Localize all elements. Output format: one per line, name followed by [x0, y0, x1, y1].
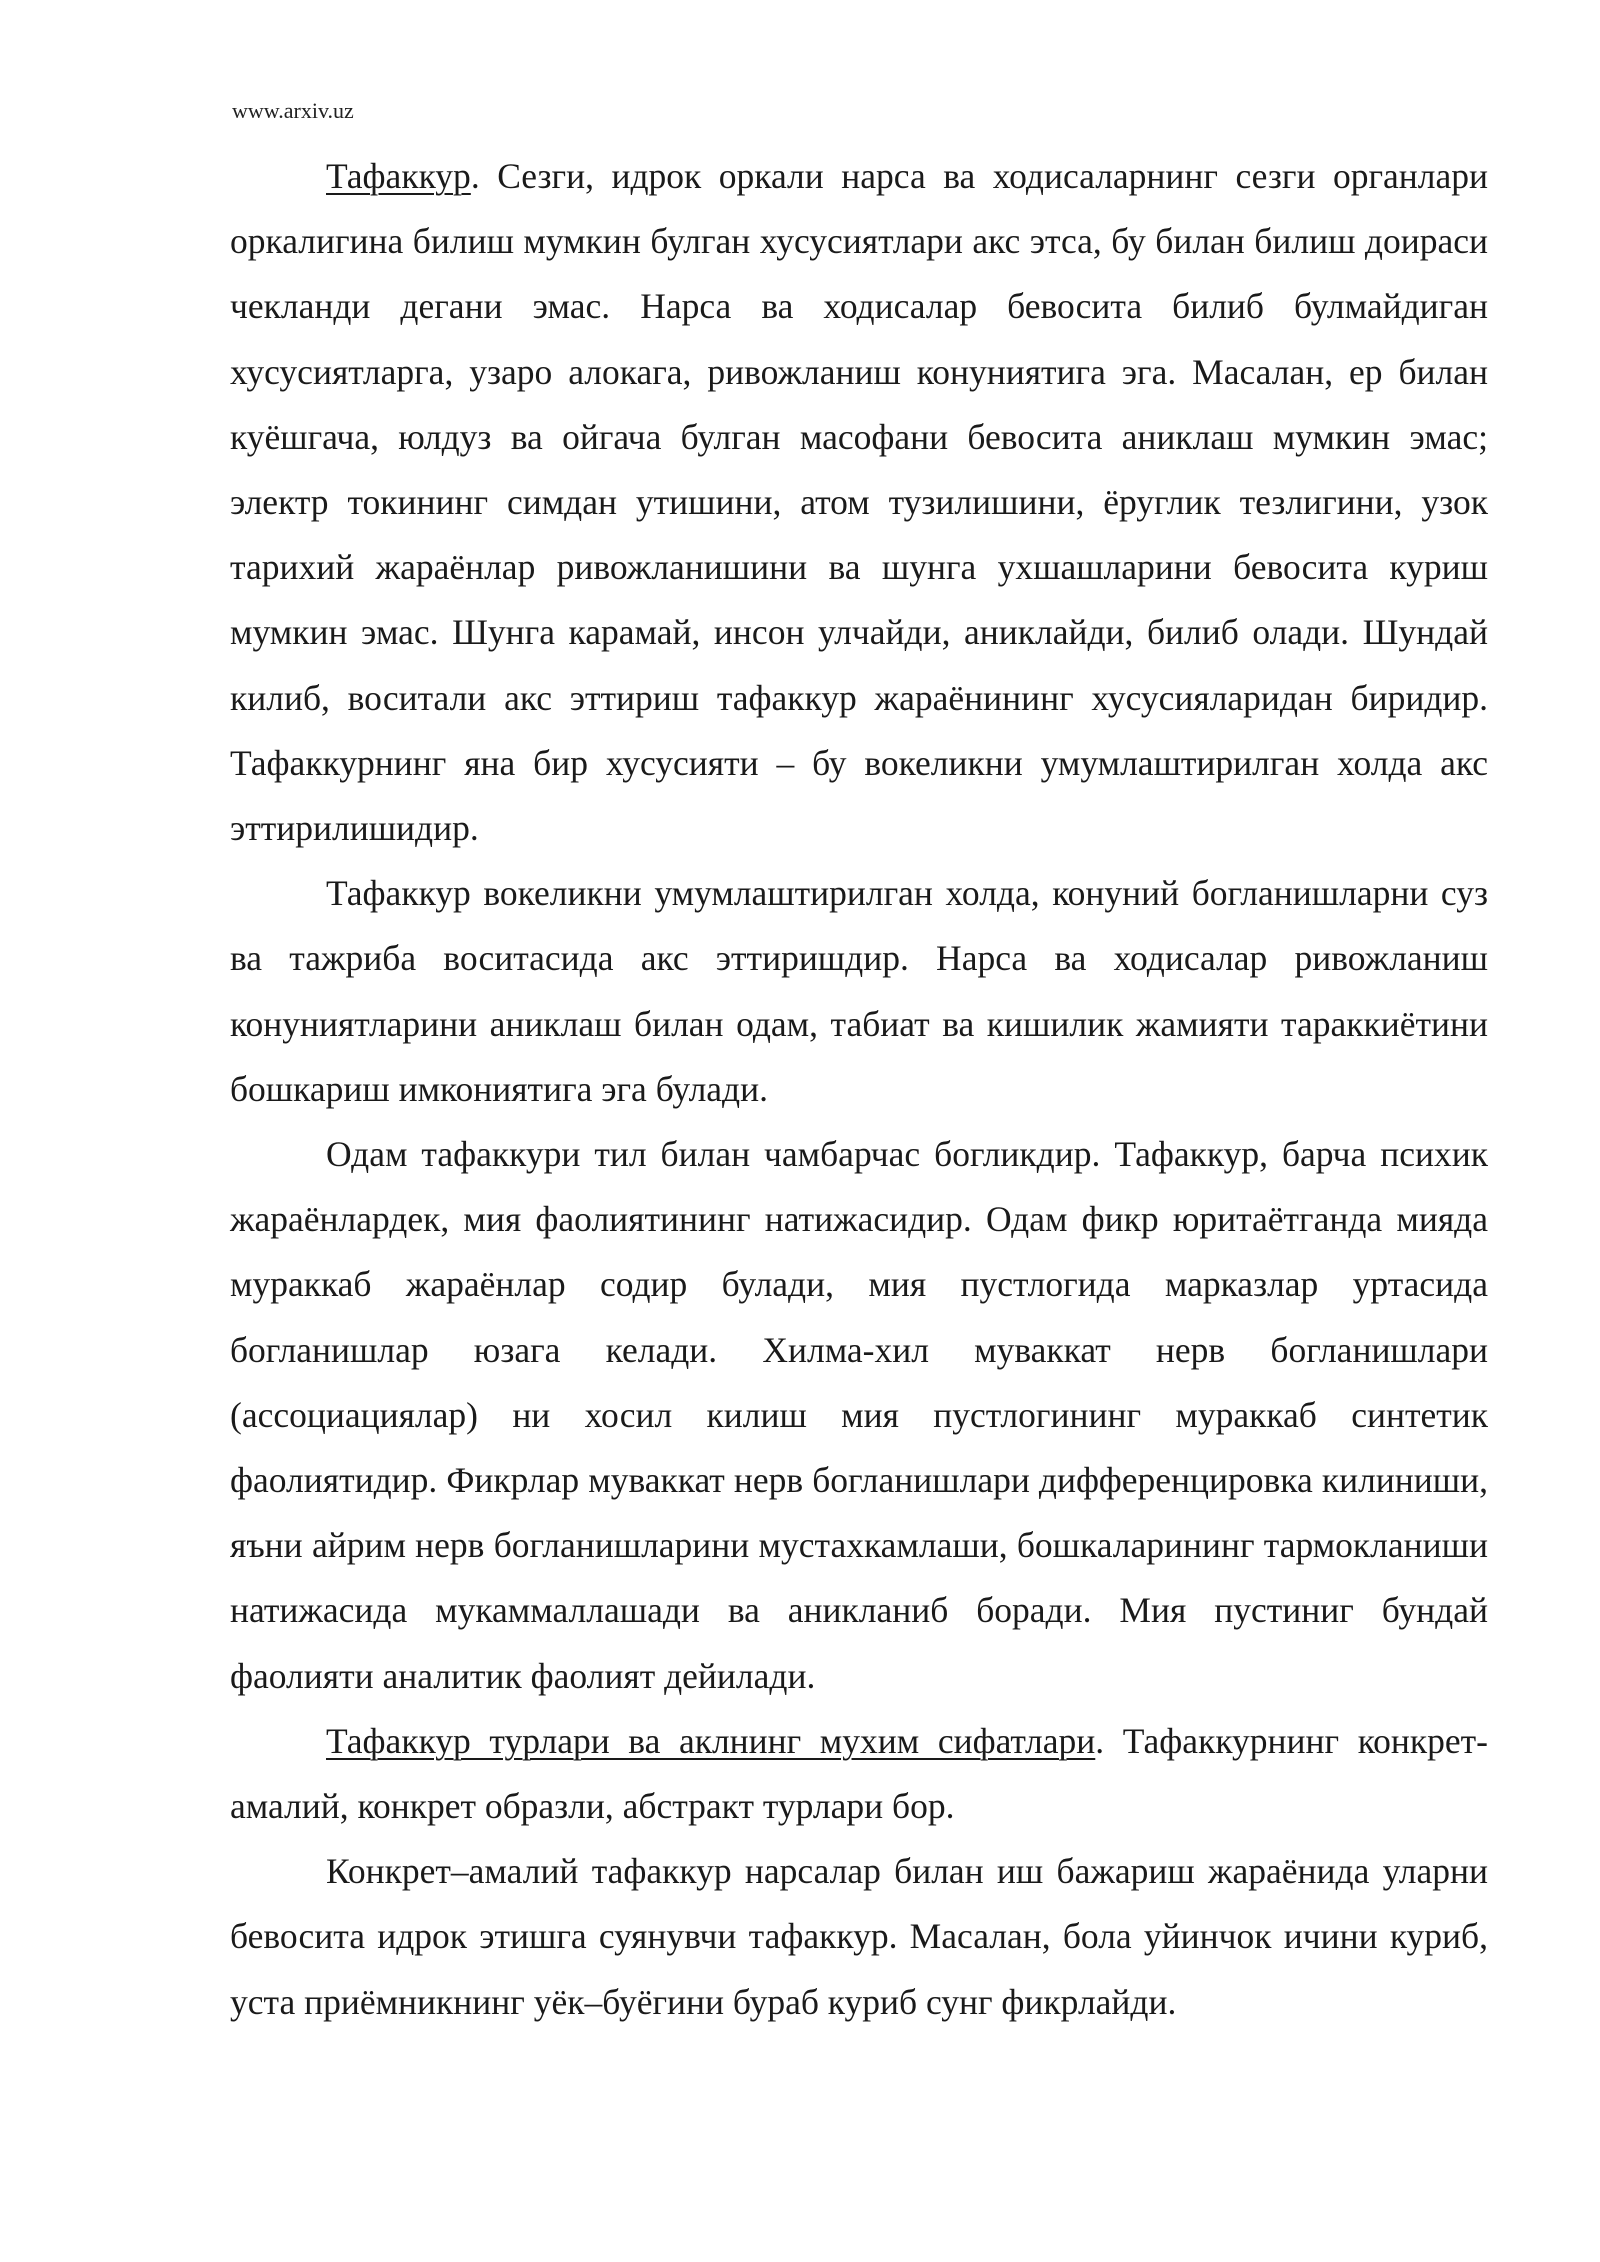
document-body: [230, 144, 1488, 2035]
paragraph-4-underlined-heading: Тафаккур турлари ва аклнинг мухим сифатлари: [326, 1720, 1096, 1761]
paragraph-1: [230, 144, 1488, 861]
paragraph-1-underlined-term: Тафаккур: [326, 156, 471, 196]
paragraph-4: [230, 1709, 1488, 1839]
paragraph-1-text: . Сезги, идрок оркали нарса ва ходисаларнинг сезги органлари оркалигина билиш мумкин булган хусусиятлари акс этса, бу билан билиш доираси чекланди дегани эмас. Нарса ва ходисалар бевосита билиб булмайдиган хусусиятларга, узаро алокага, ривожланиш конуниятига эга. Масалан, ер билан куёшгача, юлдуз ва ойгача булган масофани бевосита аниклаш мумкин эмас; электр токининг симдан утишини, атом тузилишини, ёруглик тезлигини, узок тарихий жараёнлар ривожланишини ва шунга ухшашларини бевосита куриш мумкин эмас. Шунга карамай, инсон улчайди, аниклайди, билиб олади. Шундай килиб, воситали акс эттириш тафаккур жараёнининг хусусияларидан биридир. Тафаккурнинг яна бир хусусияти – бу вокеликни умумлаштирилган холда акс эттирилишидир.: [230, 156, 1488, 849]
paragraph-4-text: . Тафаккурнинг конкрет-амалий, конкрет образли, абстракт турлари бор.: [230, 1720, 1488, 1827]
paragraph-3: [230, 1122, 1488, 1709]
paragraph-2-text: Тафаккур вокеликни умумлаштирилган холда, конуний богланишларни суз ва тажриба воситасида акс эттиришдир. Нарса ва ходисалар ривожланиш конуниятларини аниклаш билан одам, табиат ва кишилик жамияти тараккиётини бошкариш имкониятига эга булади.: [230, 873, 1488, 1109]
paragraph-5: [230, 1839, 1488, 2035]
paragraph-2: [230, 861, 1488, 1122]
paragraph-5-text: Конкрет–амалий тафаккур нарсалар билан иш бажариш жараёнида уларни бевосита идрок этишга суянувчи тафаккур. Масалан, бола уйинчок ичини куриб, уста приёмникнинг уёк–буёгини бураб куриб сунг фикрлайди.: [230, 1851, 1488, 2022]
paragraph-3-text: Одам тафаккури тил билан чамбарчас богликдир. Тафаккур, барча психик жараёнлардек, мия фаолиятининг натижасидир. Одам фикр юритаётганда мияда мураккаб жараёнлар содир булади, мия пустлогида марказлар уртасида богланишлар юзага келади. Хилма-хил муваккат нерв богланишлари (ассоциациялар) ни хосил килиш мия пустлогининг мураккаб синтетик фаолиятидир. Фикрлар муваккат нерв богланишлари дифференцировка килиниши, яъни айрим нерв богланишларини мустахкамлаши, бошкаларининг тармокланиши натижасида мукаммаллашади ва аникланиб боради. Мия пустиниг бундай фаолияти аналитик фаолият дейилади.: [230, 1134, 1488, 1696]
header-site-url: www.arxiv.uz: [232, 98, 354, 123]
